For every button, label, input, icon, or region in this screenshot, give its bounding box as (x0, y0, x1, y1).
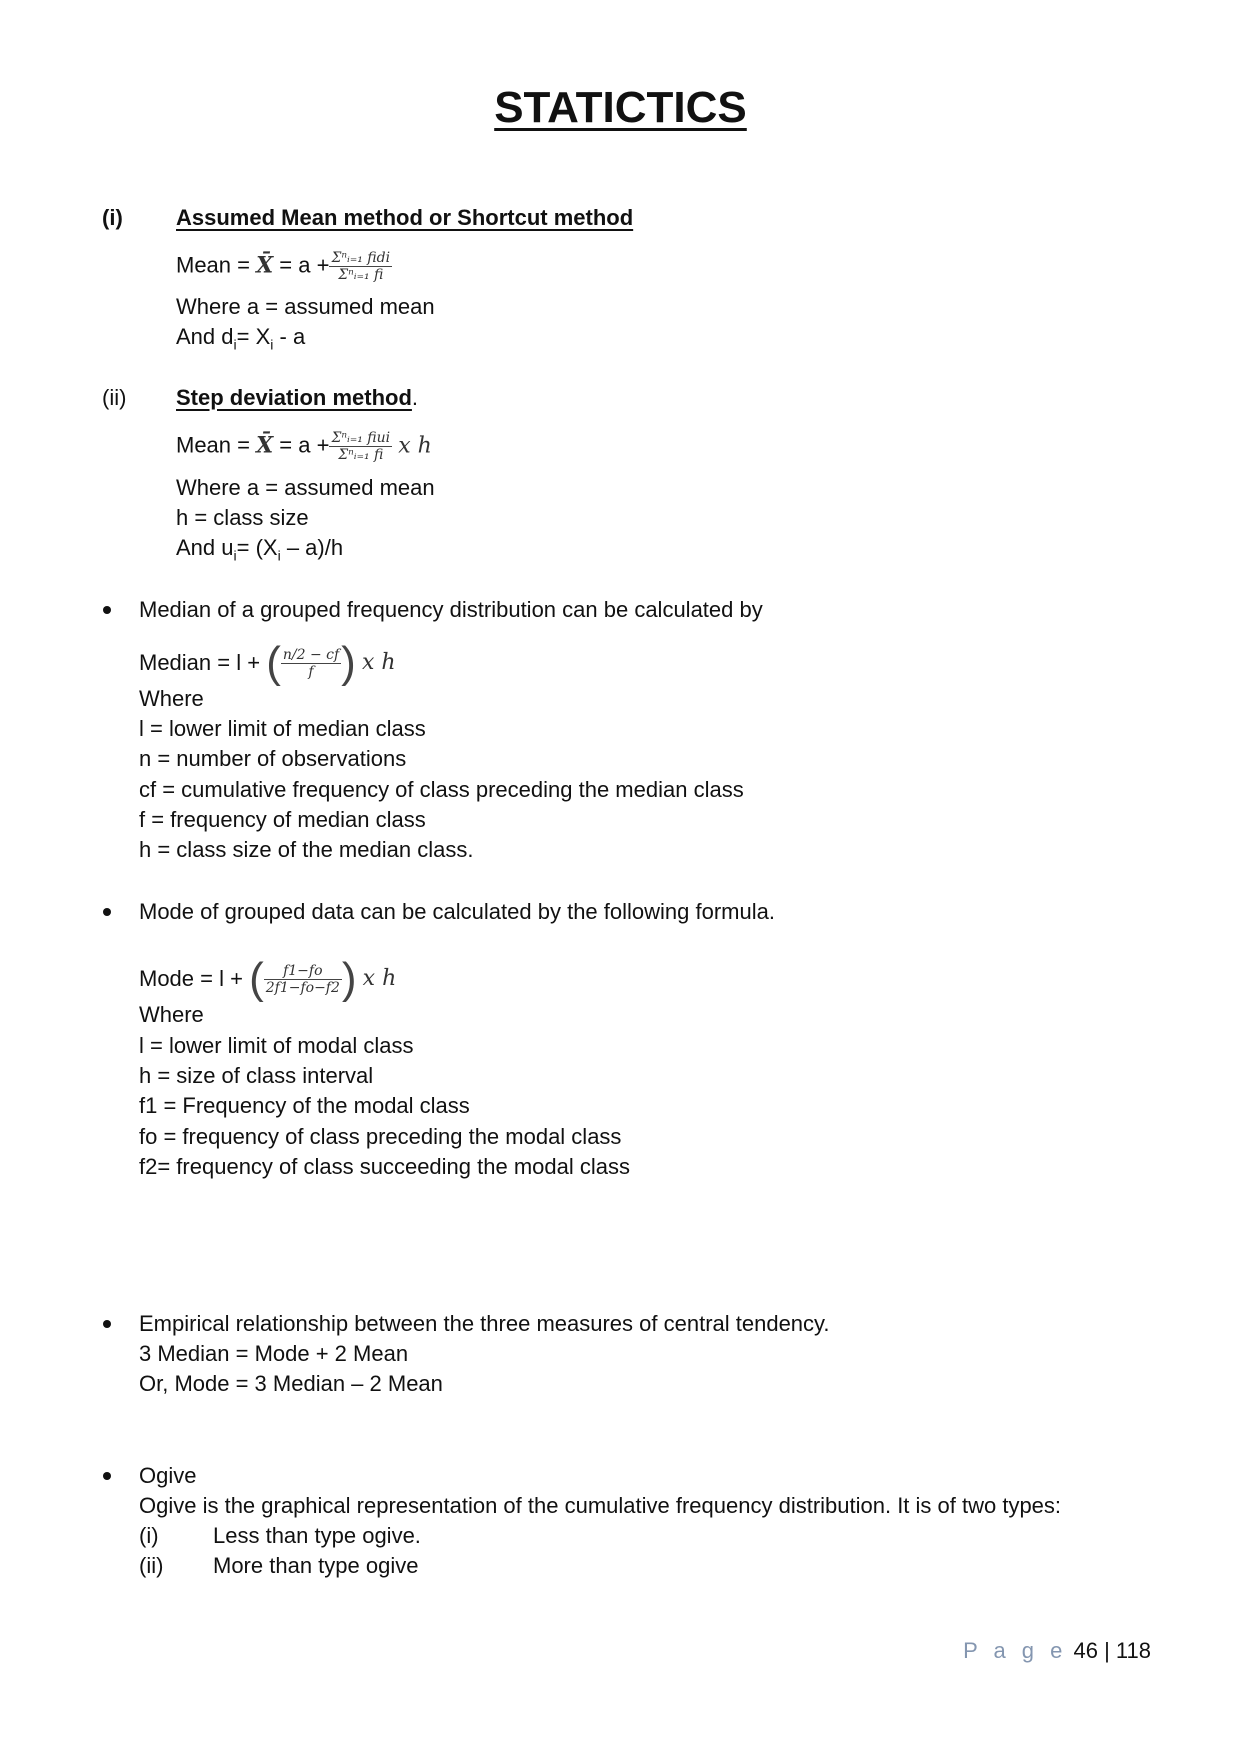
heading-tail: . (411, 385, 419, 410)
formula-prefix: Mean = (176, 432, 257, 458)
fraction-numerator: n/2 − cf (282, 646, 340, 663)
bullet-icon (103, 908, 111, 916)
right-paren-icon: ) (341, 638, 356, 688)
section2-classsize-line: h = class size (176, 505, 309, 530)
fraction-denominator: Σⁿᵢ₌₁ fi (338, 447, 384, 463)
left-paren-icon: ( (266, 638, 281, 688)
formula-tail: x h (362, 966, 397, 992)
bullet-icon (103, 1320, 111, 1328)
median-intro: Median of a grouped frequency distribution can be calculated by (139, 597, 763, 622)
text-part: = X (236, 324, 271, 349)
mode-fraction (264, 963, 342, 996)
section2-marker: (ii) (102, 385, 127, 410)
ogive-title: Ogive (139, 1463, 197, 1488)
ogive-item-marker: (ii) (139, 1553, 164, 1578)
median-def-line: l = lower limit of median class (139, 716, 426, 741)
formula-tail: x h (398, 433, 432, 459)
fraction-numerator: Σⁿᵢ₌₁ fiui (331, 430, 391, 446)
left-paren-icon: ( (249, 954, 264, 1004)
text-part: – a)/h (280, 535, 344, 560)
subscript: i (277, 547, 281, 564)
empirical-line: 3 Median = Mode + 2 Mean (139, 1341, 409, 1366)
empirical-intro: Empirical relationship between the three measures of central tendency. (139, 1311, 830, 1336)
section2-where-line: Where a = assumed mean (176, 475, 435, 500)
page-number: 46 | 118 (1073, 1638, 1151, 1663)
median-where: Where (139, 686, 204, 711)
text-part: = (X (236, 535, 278, 560)
ogive-item-text: Less than type ogive. (213, 1523, 421, 1548)
fraction-denominator: 2f1−fo−f2 (265, 979, 340, 996)
section1-where-line: Where a = assumed mean (176, 294, 435, 319)
page-title: STATICTICS (494, 83, 747, 132)
subscript: i (233, 336, 237, 353)
mode-def-line: fo = frequency of class preceding the modal class (139, 1124, 622, 1149)
mean-fraction (329, 250, 392, 283)
fraction-numerator: Σⁿᵢ₌₁ fidi (331, 250, 391, 266)
subscript: i (270, 336, 274, 353)
median-def-line: h = class size of the median class. (139, 837, 474, 862)
median-def-line: cf = cumulative frequency of class preceding the median class (139, 777, 744, 802)
formula-mid: = a + (273, 432, 330, 458)
fraction-denominator: f (308, 663, 314, 680)
ogive-item-marker: (i) (139, 1523, 159, 1548)
median-def-line: n = number of observations (139, 746, 407, 771)
formula-prefix: Mode = l + (139, 966, 243, 992)
fraction-denominator: Σⁿᵢ₌₁ fi (338, 267, 384, 283)
mode-def-line: h = size of class interval (139, 1063, 374, 1088)
mode-where: Where (139, 1002, 204, 1027)
page-footer (963, 1636, 1151, 1666)
mode-def-line: f2= frequency of class succeeding the modal class (139, 1154, 630, 1179)
median-def-line: f = frequency of median class (139, 807, 426, 832)
mode-def-line: l = lower limit of modal class (139, 1033, 414, 1058)
bullet-icon (103, 1472, 111, 1480)
empirical-line: Or, Mode = 3 Median – 2 Mean (139, 1371, 443, 1396)
text-part: - a (273, 324, 306, 349)
section1-heading: Assumed Mean method or Shortcut method (176, 205, 634, 230)
section1-formula (176, 250, 392, 283)
section1-deviation-line (176, 322, 305, 359)
formula-prefix: Median = l + (139, 650, 261, 676)
xbar-symbol: X̄ (256, 252, 274, 279)
formula-prefix: Mean = (176, 252, 257, 278)
bullet-icon (103, 606, 111, 614)
right-paren-icon: ) (341, 954, 357, 1004)
formula-tail: x h (361, 650, 396, 676)
median-formula (139, 638, 396, 688)
fraction-numerator: f1−fo (264, 963, 342, 980)
mean-fraction (329, 430, 392, 463)
ogive-description: Ogive is the graphical representation of the cumulative frequency distribution. It is of two types: (139, 1493, 1062, 1518)
section2-heading-line (176, 383, 418, 413)
section2-deviation-line (176, 533, 343, 570)
text-part: And u (176, 535, 234, 560)
page-word: P a g e (963, 1638, 1068, 1663)
formula-mid: = a + (273, 252, 330, 278)
median-fraction (281, 647, 341, 680)
section2-formula (176, 430, 432, 463)
subscript: i (233, 547, 237, 564)
section2-heading: Step deviation method (176, 385, 412, 410)
xbar-symbol: X̄ (256, 432, 274, 459)
ogive-item-text: More than type ogive (213, 1553, 419, 1578)
section1-marker: (i) (102, 205, 123, 230)
mode-intro: Mode of grouped data can be calculated by the following formula. (139, 899, 775, 924)
mode-formula (139, 954, 397, 1004)
text-part: And d (176, 324, 234, 349)
mode-def-line: f1 = Frequency of the modal class (139, 1093, 470, 1118)
